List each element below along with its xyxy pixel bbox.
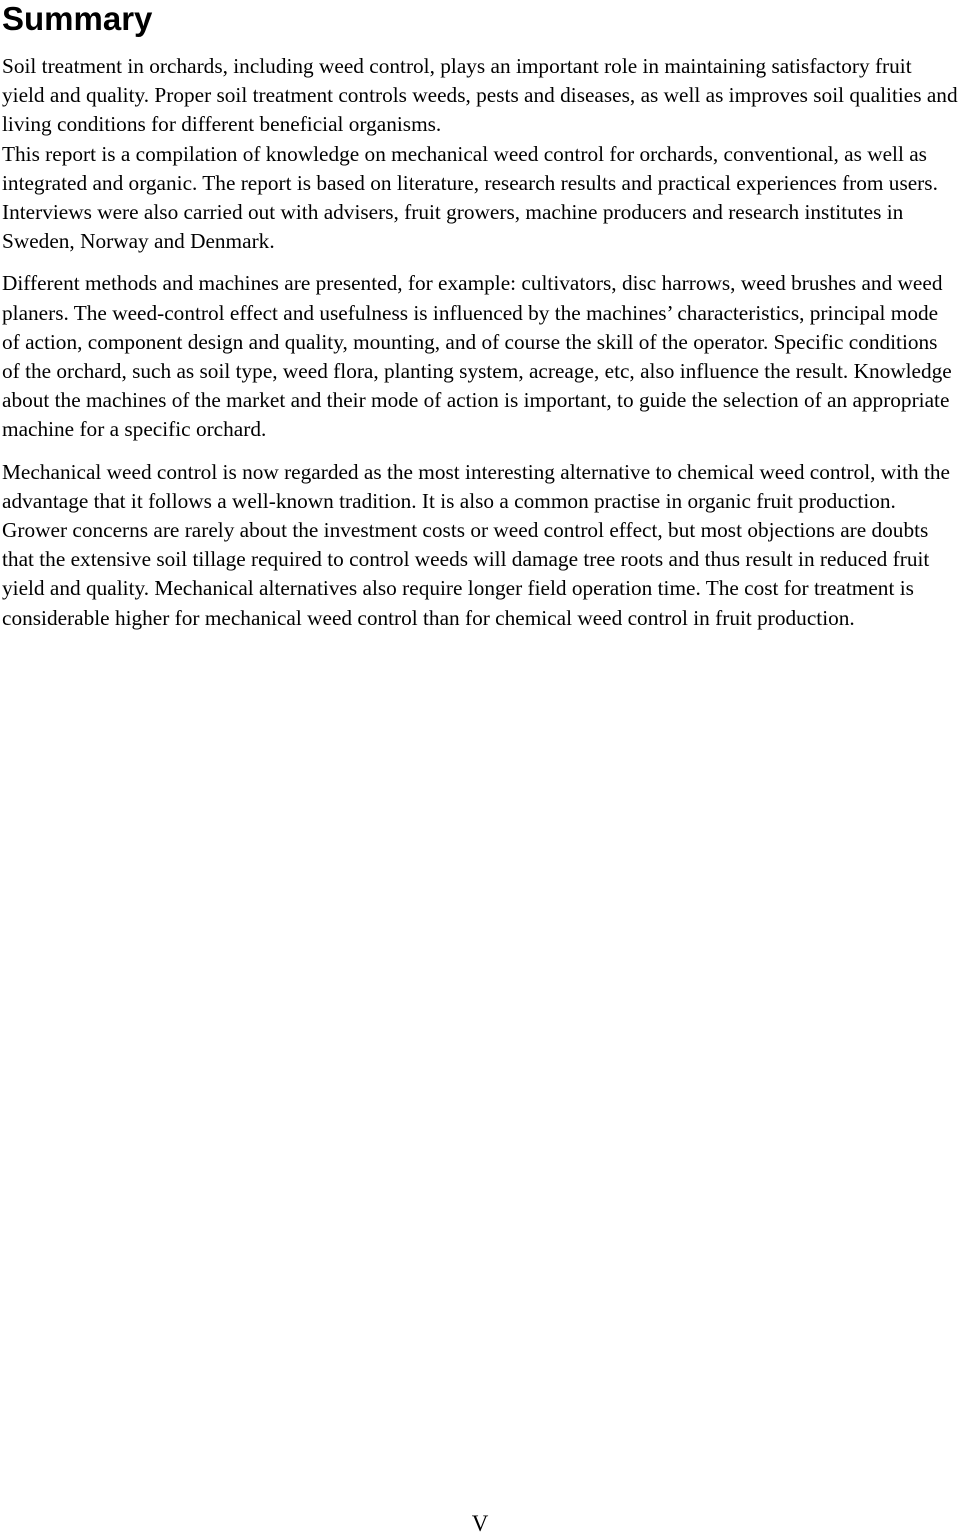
summary-body <box>2 52 958 633</box>
page-number: V <box>471 1511 489 1536</box>
paragraph-conclusion: Mechanical weed control is now regarded as the most interesting alternative to chemical weed control, with the advantage that it follows a well-known tradition. It is also a common practise in organic fruit production. Grower concerns are rarely about the investment costs or weed control effect, but most objections are doubts that the extensive soil tillage required to control weeds will damage tree roots and thus result in reduced fruit yield and quality. Mechanical alternatives also require longer field operation time. The cost for treatment is considerable higher for mechanical weed control than for chemical weed control in fruit production. <box>2 459 950 630</box>
section-heading: Summary <box>2 0 153 37</box>
paragraph-intro: Soil treatment in orchards, including weed control, plays an important role in maintaining satisfactory fruit yield and quality. Proper soil treatment controls weeds, pests and diseases, as well as improves soil qualities and living conditions for different beneficial organisms. <box>2 54 958 137</box>
paragraph-report-scope: This report is a compilation of knowledge on mechanical weed control for orchards, conventional, as well as integrated and organic. The report is based on literature, research results and practical experiences from users. Interviews were also carried out with advisers, fruit growers, machine producers and research institutes in Sweden, Norway and Denmark. <box>2 141 938 254</box>
paragraph-methods: Different methods and machines are presented, for example: cultivators, disc harrows, weed brushes and weed planers. The weed-control effect and usefulness is influenced by the machines’ characteristics, principal mode of action, component design and quality, mounting, and of course the skill of the operator. Specific conditions of the orchard, such as soil type, weed flora, planting system, acreage, etc, also influence the result. Knowledge about the machines of the market and their mode of action is important, to guide the selection of an appropriate machine for a specific orchard. <box>2 271 952 442</box>
